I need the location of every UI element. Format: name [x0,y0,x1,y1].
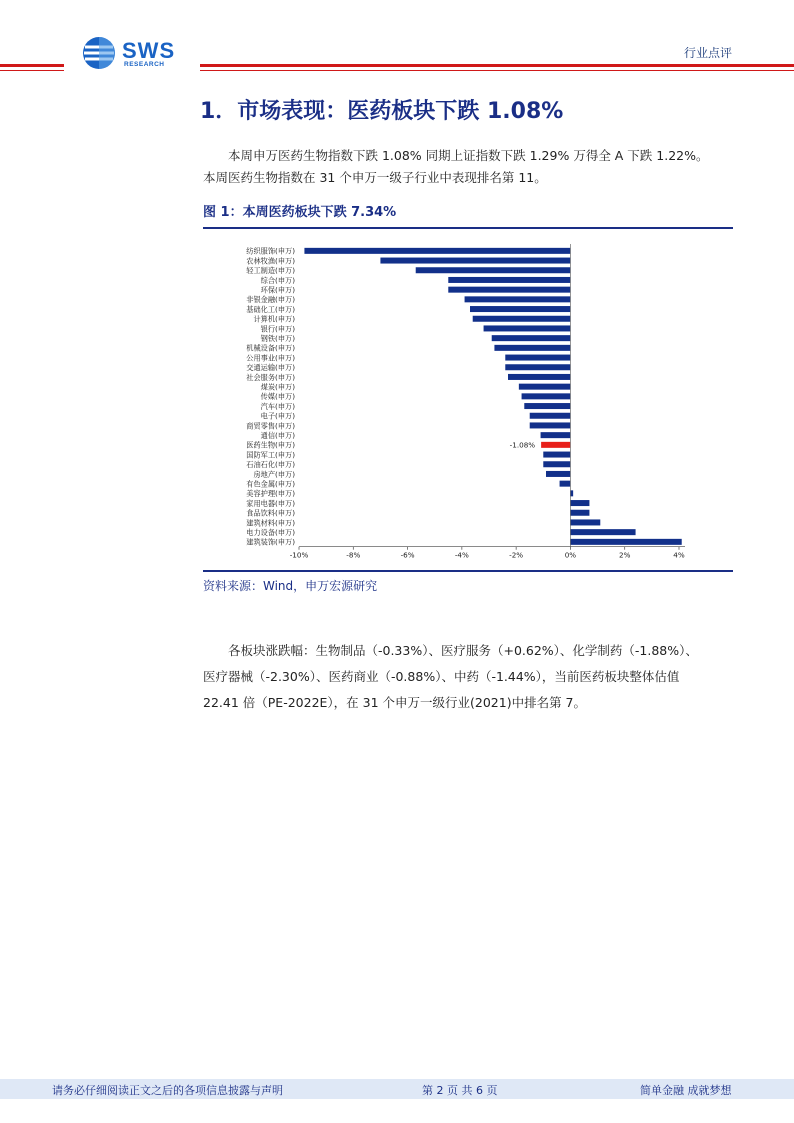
x-tick-label-3: -4% [454,550,469,560]
detail-line-1: 各板块涨跌幅：生物制品（-0.33%）、医疗服务（+0.62%）、化学制药（-1.88%）、 [228,643,698,658]
category-label-2: 轻工制造(申万) [246,266,295,276]
logo-globe-icon [82,36,116,70]
bar-1 [380,258,570,264]
bar-29 [570,529,635,535]
highlight-data-label: -1.08% [509,440,536,450]
figure-title: 图 1：本周医药板块下跌 7.34% [203,205,397,220]
bar-17 [530,413,571,419]
x-tick-label-5: 0% [564,550,577,560]
bar-16 [524,403,570,409]
category-label-24: 有色金属(申万) [246,479,295,489]
bar-24 [560,481,571,487]
category-label-0: 纺织服饰(申万) [246,246,295,256]
bar-23 [546,471,570,477]
x-tick-label-6: 2% [619,550,631,560]
bar-4 [448,287,570,293]
logo-brand-text: SWS [122,38,176,63]
category-label-29: 电力设备(申万) [246,527,295,537]
bar-6 [470,306,570,312]
header-redline-right [200,64,794,67]
x-tick-label-7: 4% [673,550,685,560]
category-label-25: 美容护理(申万) [246,489,295,499]
bar-14 [519,384,571,390]
category-label-26: 家用电器(申万) [246,498,295,508]
bar-13 [508,374,570,380]
category-label-20: 医药生物(申万) [246,440,295,450]
category-label-9: 钢铁(申万) [260,333,295,343]
category-label-17: 电子(申万) [260,411,295,421]
bar-18 [530,422,571,428]
category-label-16: 汽车(申万) [260,401,295,411]
bar-15 [522,393,571,399]
bar-3 [448,277,570,283]
figure-top-rule [203,227,733,229]
intro-line-2: 本周医药生物指数在 31 个申万一级子行业中表现排名第 11。 [203,170,547,185]
header-redline-left-thin [0,70,64,71]
bar-10 [494,345,570,351]
category-label-27: 食品饮料(申万) [246,508,295,518]
detail-line-2: 医疗器械（-2.30%）、医药商业（-0.88%）、中药（-1.44%），当前医药板块整体估值 [203,669,680,684]
footer-slogan: 简单金融 成就梦想 [640,1084,732,1097]
category-label-8: 银行(申万) [260,324,295,334]
category-label-15: 传媒(申万) [260,392,295,402]
bar-22 [543,461,570,467]
category-label-6: 基础化工(申万) [246,304,295,314]
company-logo [82,36,192,72]
category-label-4: 环保(申万) [260,285,295,295]
bar-20 [541,442,570,448]
category-label-18: 商贸零售(申万) [246,421,295,431]
sector-detail-paragraph [203,638,733,716]
footer-disclaimer: 请务必仔细阅读正文之后的各项信息披露与声明 [52,1084,283,1097]
category-label-30: 建筑装饰(申万) [246,537,295,547]
sector-return-bar-chart [203,232,733,572]
bar-9 [492,335,571,341]
bar-25 [570,490,573,496]
category-label-10: 机械设备(申万) [246,343,295,353]
category-label-28: 建筑材料(申万) [246,518,295,528]
bar-30 [570,539,681,545]
bar-0 [304,248,570,254]
bar-27 [570,510,589,516]
category-label-23: 房地产(申万) [253,469,295,479]
figure-bottom-rule [203,570,733,572]
detail-line-3: 22.41 倍（PE-2022E），在 31 个申万一级行业(2021)中排名第 7。 [203,695,587,710]
logo-sub-text: RESEARCH [124,61,165,68]
bar-2 [416,267,571,273]
footer-page-info: 第 2 页 共 6 页 [422,1084,498,1097]
bar-7 [473,316,571,322]
figure-source: 资料来源：Wind，申万宏源研究 [203,579,378,593]
x-tick-label-1: -8% [346,550,361,560]
category-label-12: 交通运输(申万) [246,363,295,373]
header-redline-left [0,64,64,67]
bar-8 [484,325,571,331]
category-label-13: 社会服务(申万) [246,372,295,382]
intro-line-1: 本周申万医药生物指数下跌 1.08% 同期上证指数下跌 1.29% 万得全 A 下跌 1.22%。 [228,148,709,163]
x-tick-label-2: -6% [400,550,415,560]
category-label-22: 石油石化(申万) [246,460,295,470]
report-type-label: 行业点评 [683,46,732,60]
bar-28 [570,519,600,525]
bar-11 [505,355,570,361]
intro-paragraph [203,145,733,189]
bar-26 [570,500,589,506]
bar-19 [541,432,571,438]
x-tick-label-0: -10% [289,550,309,560]
category-label-19: 通信(申万) [260,430,295,440]
category-label-7: 计算机(申万) [253,314,295,324]
header-redline-right-thin [200,70,794,71]
category-label-1: 农林牧渔(申万) [246,256,295,266]
category-label-21: 国防军工(申万) [246,450,295,460]
section-title: 1．市场表现：医药板块下跌 1.08% [200,99,564,124]
x-tick-label-4: -2% [509,550,524,560]
bar-21 [543,452,570,458]
bar-5 [465,296,571,302]
bar-12 [505,364,570,370]
category-label-11: 公用事业(申万) [246,353,295,363]
category-label-14: 煤炭(申万) [260,382,295,392]
category-label-5: 非银金融(申万) [246,295,295,305]
category-label-3: 综合(申万) [260,275,295,285]
